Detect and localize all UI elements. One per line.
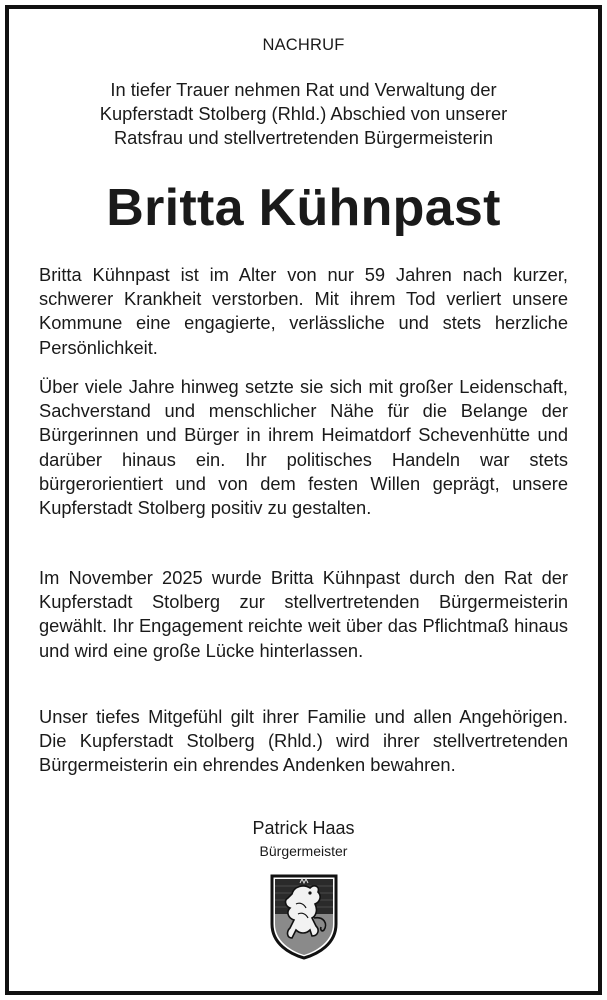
coat-of-arms-icon (270, 874, 338, 960)
intro-line: In tiefer Trauer nehmen Rat und Verwaltung der (110, 79, 497, 100)
notice-intro (0, 78, 607, 150)
obituary-paragraph: Unser tiefes Mitgefühl gilt ihrer Familie und allen Angehörigen. Die Kupferstadt Stolberg (Rhld.) wird ihrer stellvertretenden Bürgermeisterin ein ehrendes Andenken bewahren. (39, 706, 568, 776)
notice-heading: NACHRUF (262, 36, 345, 54)
obituary-paragraph: Über viele Jahre hinweg setzte sie sich mit großer Leidenschaft, Sachverstand und menschlicher Nähe für die Belange der Bürgerinnen und Bürger in ihrem Heimatdorf Schevenhütte und darüber hinaus ein. Ihr politisches Handeln war stets bürgerorientiert und von dem festen Willen geprägt, unsere Kupferstadt Stolberg positiv zu gestalten. (39, 376, 568, 519)
signature-title: Bürgermeister (259, 843, 348, 859)
intro-line: Ratsfrau und stellvertretenden Bürgermeisterin (113, 127, 493, 148)
obituary-paragraph: Britta Kühnpast ist im Alter von nur 59 Jahren nach kurzer, schwerer Krankheit verstorben. Mit ihrem Tod verliert unsere Kommune eine engagierte, verlässliche und stets herzliche Persönlichkeit. (39, 264, 568, 358)
obituary-paragraph: Im November 2025 wurde Britta Kühnpast durch den Rat der Kupferstadt Stolberg zur stellvertretenden Bürgermeisterin gewählt. Ihr Engagement reichte weit über das Pflichtmaß hinaus und wird eine große Lücke hinterlassen. (39, 567, 568, 661)
deceased-name: Britta Kühnpast (106, 179, 501, 237)
signature-name: Patrick Haas (252, 818, 355, 838)
intro-line: Kupferstadt Stolberg (Rhld.) Abschied von unserer (99, 103, 508, 124)
